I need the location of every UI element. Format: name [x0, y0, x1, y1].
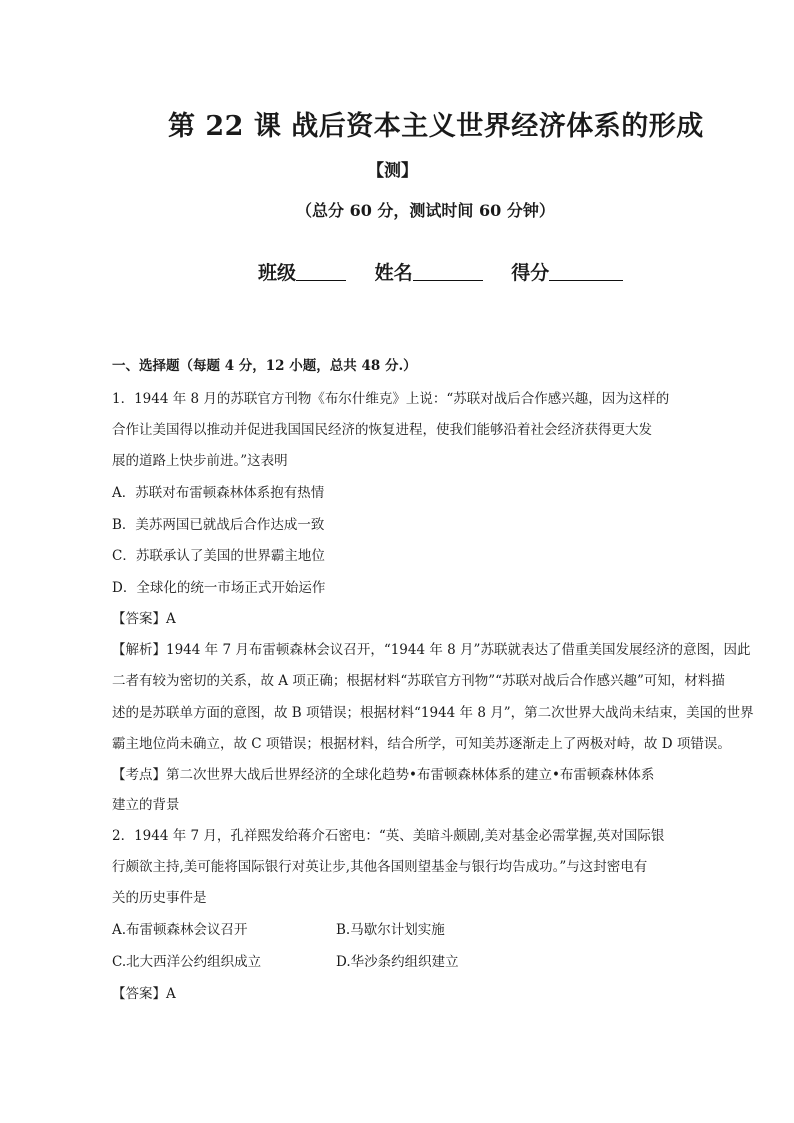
q1-option-d[interactable]: D．全球化的统一市场正式开始运作 [112, 580, 326, 596]
q1-option-c[interactable]: C．苏联承认了美国的世界霸主地位 [112, 548, 325, 564]
q1-analysis-line3: 述的是苏联单方面的意图，故 B 项错误；根据材料“1944 年 8 月”，第二次世界大战尚未结束，美国的世界 [112, 705, 754, 721]
student-fields [258, 258, 645, 285]
q1-line2: 合作让美国得以推动并促进我国国民经济的恢复进程，使我们能够沿着社会经济获得更大发 [112, 422, 652, 438]
class-blank[interactable] [296, 262, 346, 281]
q1-point-line2: 建立的背景 [112, 797, 180, 813]
name-blank[interactable] [413, 262, 483, 281]
q1-line3: 展的道路上快步前进。”这表明 [112, 453, 288, 469]
test-info: （总分 60 分，测试时间 60 分钟） [296, 201, 555, 220]
score-field[interactable] [511, 258, 623, 285]
score-label: 得分 [511, 262, 550, 284]
q2-answer: 【答案】A [112, 986, 176, 1002]
page-title: 第 22 课 战后资本主义世界经济体系的形成 [168, 111, 704, 142]
q1-option-a[interactable]: A．苏联对布雷顿森林体系抱有热情 [112, 485, 325, 501]
q1-point-line1: 【考点】第二次世界大战后世界经济的全球化趋势•布雷顿森林体系的建立•布雷顿森林体系 [112, 767, 655, 783]
q1-analysis-line1: 【解析】1944 年 7 月布雷顿森林会议召开，“1944 年 8 月”苏联就表达了借重美国发展经济的意图，因此 [112, 642, 751, 658]
q2-line2: 行颇欲主持,美可能将国际银行对英让步,其他各国则望基金与银行均告成功。”与这封密电有 [112, 859, 648, 875]
class-field[interactable] [258, 258, 346, 285]
q2-line1: 2．1944 年 7 月，孔祥熙发给蒋介石密电：“英、美暗斗颇剧,美对基金必需掌握,英对国际银 [112, 828, 665, 844]
q1-option-b[interactable]: B．美苏两国已就战后合作达成一致 [112, 517, 325, 533]
q2-option-d[interactable]: D.华沙条约组织建立 [336, 954, 459, 970]
class-label: 班级 [258, 262, 297, 284]
q2-option-b[interactable]: B.马歇尔计划实施 [336, 922, 445, 938]
q2-option-c[interactable]: C.北大西洋公约组织成立 [112, 954, 262, 970]
section-heading: 一、选择题（每题 4 分，12 小题，总共 48 分.） [112, 358, 417, 374]
q2-line3: 关的历史事件是 [112, 890, 207, 906]
q1-answer: 【答案】A [112, 611, 176, 627]
q1-analysis-line2: 二者有较为密切的关系，故 A 项正确；根据材料“苏联官方刊物”“苏联对战后合作感兴趣”可知，材料描 [112, 673, 725, 689]
name-label: 姓名 [374, 262, 413, 284]
q1-analysis-line4: 霸主地位尚未确立，故 C 项错误；根据材料，结合所学，可知美苏逐渐走上了两极对峙，故 D 项错误。 [112, 736, 731, 752]
subtitle: 【测】 [367, 161, 418, 181]
q2-option-a[interactable]: A.布雷顿森林会议召开 [112, 922, 248, 938]
q1-line1: 1．1944 年 8 月的苏联官方刊物《布尔什维克》上说：“苏联对战后合作感兴趣，因为这样的 [112, 391, 670, 407]
score-blank[interactable] [549, 262, 623, 281]
name-field[interactable] [375, 258, 483, 285]
